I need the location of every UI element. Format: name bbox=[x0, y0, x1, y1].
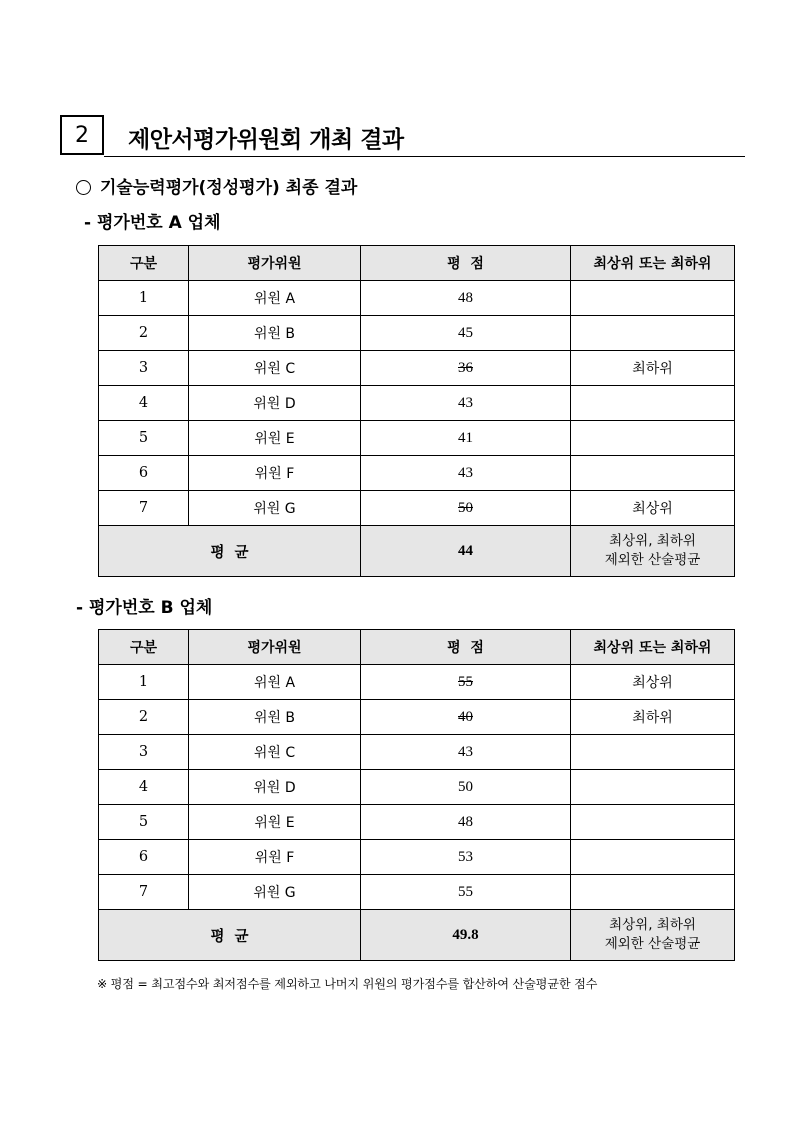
table-row bbox=[99, 456, 735, 491]
member-name: 위원 D bbox=[189, 386, 361, 421]
rank-note: 최하위 bbox=[571, 351, 735, 386]
col-header-no: 구분 bbox=[99, 630, 189, 665]
row-number: 4 bbox=[99, 770, 189, 805]
company-b-table bbox=[98, 629, 735, 961]
average-note bbox=[571, 526, 735, 577]
company-b-rows bbox=[99, 665, 735, 961]
score-value: 36 bbox=[361, 351, 571, 386]
section-header bbox=[60, 115, 745, 159]
score-value: 40 bbox=[361, 700, 571, 735]
row-number: 3 bbox=[99, 351, 189, 386]
rank-note: 최상위 bbox=[571, 665, 735, 700]
row-number: 7 bbox=[99, 491, 189, 526]
score-value: 41 bbox=[361, 421, 571, 456]
member-name: 위원 E bbox=[189, 805, 361, 840]
average-note bbox=[571, 910, 735, 961]
row-number: 1 bbox=[99, 281, 189, 316]
company-a-rows bbox=[99, 281, 735, 577]
row-number: 5 bbox=[99, 805, 189, 840]
col-header-member: 평가위원 bbox=[189, 246, 361, 281]
average-note-line2: 제외한 산술평균 bbox=[604, 936, 701, 952]
score-value: 48 bbox=[361, 805, 571, 840]
member-name: 위원 D bbox=[189, 770, 361, 805]
footnote: ※ 평점 = 최고점수와 최저점수를 제외하고 나머지 위원의 평가점수를 합산하여 산술평균한 점수 bbox=[97, 977, 598, 991]
rank-note: 최상위 bbox=[571, 491, 735, 526]
member-name: 위원 E bbox=[189, 421, 361, 456]
score-value: 55 bbox=[361, 665, 571, 700]
average-label: 평 균 bbox=[99, 910, 361, 961]
row-number: 6 bbox=[99, 456, 189, 491]
rank-note bbox=[571, 805, 735, 840]
table-row bbox=[99, 700, 735, 735]
rank-note bbox=[571, 386, 735, 421]
rank-note bbox=[571, 281, 735, 316]
table-row bbox=[99, 840, 735, 875]
table-row bbox=[99, 875, 735, 910]
member-name: 위원 G bbox=[189, 491, 361, 526]
row-number: 6 bbox=[99, 840, 189, 875]
score-value: 43 bbox=[361, 456, 571, 491]
col-header-score: 평 점 bbox=[361, 630, 571, 665]
member-name: 위원 B bbox=[189, 316, 361, 351]
member-name: 위원 A bbox=[189, 281, 361, 316]
member-name: 위원 A bbox=[189, 665, 361, 700]
member-name: 위원 F bbox=[189, 456, 361, 491]
col-header-member: 평가위원 bbox=[189, 630, 361, 665]
col-header-note: 최상위 또는 최하위 bbox=[571, 630, 735, 665]
average-value: 44 bbox=[361, 526, 571, 577]
row-number: 2 bbox=[99, 316, 189, 351]
table-row bbox=[99, 421, 735, 456]
average-row bbox=[99, 526, 735, 577]
score-value: 50 bbox=[361, 491, 571, 526]
score-value: 50 bbox=[361, 770, 571, 805]
table-row bbox=[99, 735, 735, 770]
rank-note bbox=[571, 456, 735, 491]
table-row bbox=[99, 351, 735, 386]
average-value: 49.8 bbox=[361, 910, 571, 961]
rank-note bbox=[571, 735, 735, 770]
score-value: 43 bbox=[361, 386, 571, 421]
average-note-line2: 제외한 산술평균 bbox=[604, 552, 701, 568]
row-number: 3 bbox=[99, 735, 189, 770]
average-label: 평 균 bbox=[99, 526, 361, 577]
table-row bbox=[99, 386, 735, 421]
score-value: 55 bbox=[361, 875, 571, 910]
rank-note bbox=[571, 875, 735, 910]
member-name: 위원 F bbox=[189, 840, 361, 875]
subheading-text: 기술능력평가(정성평가) 최종 결과 bbox=[100, 178, 358, 198]
average-note-line1: 최상위, 최하위 bbox=[609, 533, 696, 549]
average-row bbox=[99, 910, 735, 961]
rank-note bbox=[571, 316, 735, 351]
section-title: 제안서평가위원회 개최 결과 bbox=[128, 127, 404, 153]
member-name: 위원 C bbox=[189, 351, 361, 386]
rank-note bbox=[571, 770, 735, 805]
table-header-row bbox=[99, 630, 735, 665]
rank-note: 최하위 bbox=[571, 700, 735, 735]
table-row bbox=[99, 805, 735, 840]
circle-bullet-icon bbox=[76, 180, 91, 195]
table-row bbox=[99, 281, 735, 316]
company-a-heading: - 평가번호 A 업체 bbox=[84, 213, 221, 233]
subheading bbox=[76, 173, 357, 198]
score-value: 48 bbox=[361, 281, 571, 316]
rank-note bbox=[571, 840, 735, 875]
score-value: 53 bbox=[361, 840, 571, 875]
col-header-note: 최상위 또는 최하위 bbox=[571, 246, 735, 281]
col-header-no: 구분 bbox=[99, 246, 189, 281]
row-number: 7 bbox=[99, 875, 189, 910]
average-note-line1: 최상위, 최하위 bbox=[609, 917, 696, 933]
section-rule bbox=[104, 156, 745, 157]
table-row bbox=[99, 316, 735, 351]
table-row bbox=[99, 491, 735, 526]
col-header-score: 평 점 bbox=[361, 246, 571, 281]
table-row bbox=[99, 665, 735, 700]
row-number: 5 bbox=[99, 421, 189, 456]
member-name: 위원 C bbox=[189, 735, 361, 770]
table-header-row bbox=[99, 246, 735, 281]
company-a-table bbox=[98, 245, 735, 577]
table-row bbox=[99, 770, 735, 805]
section-number: 2 bbox=[60, 115, 104, 155]
rank-note bbox=[571, 421, 735, 456]
company-b-heading: - 평가번호 B 업체 bbox=[76, 598, 213, 618]
row-number: 4 bbox=[99, 386, 189, 421]
member-name: 위원 G bbox=[189, 875, 361, 910]
row-number: 1 bbox=[99, 665, 189, 700]
row-number: 2 bbox=[99, 700, 189, 735]
member-name: 위원 B bbox=[189, 700, 361, 735]
score-value: 45 bbox=[361, 316, 571, 351]
score-value: 43 bbox=[361, 735, 571, 770]
